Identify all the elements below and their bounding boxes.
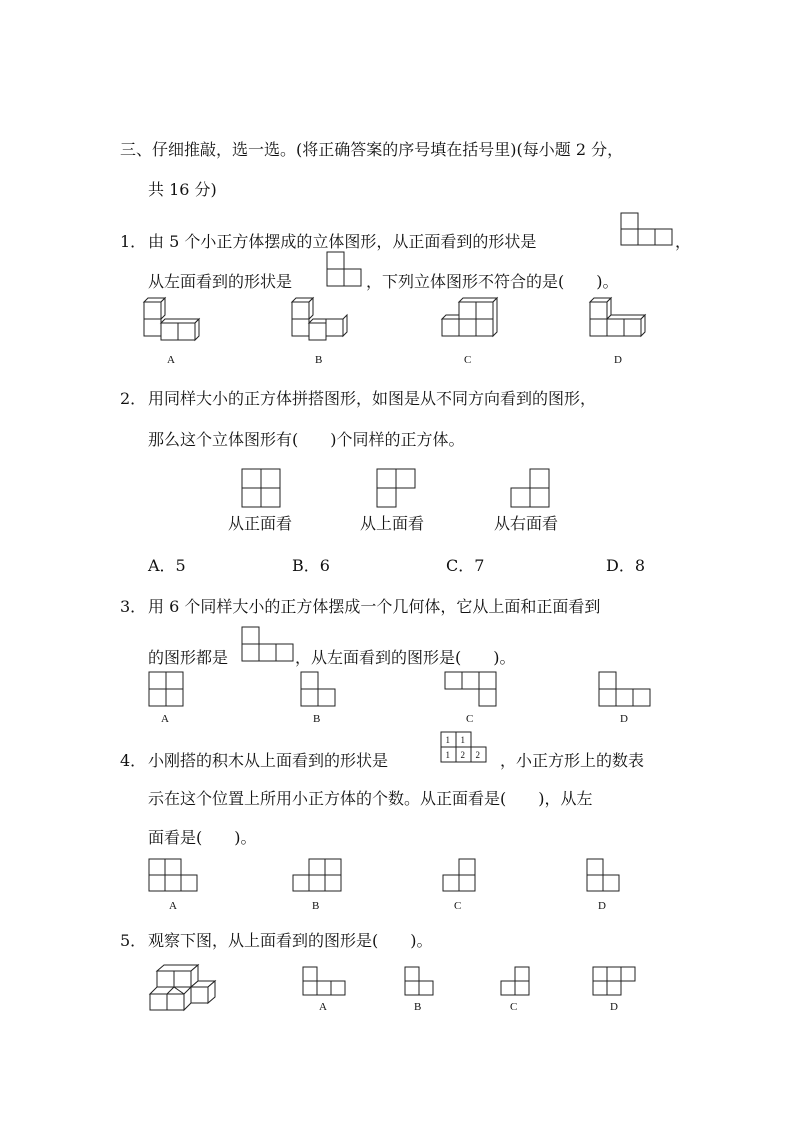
q3-option-c-figure	[444, 671, 500, 709]
grid-number: 1	[445, 735, 450, 745]
q1-comma: ，	[675, 232, 692, 251]
q1-option-b-solid	[288, 298, 354, 346]
q3-option-b-label: B	[313, 713, 321, 725]
q2-right-view-figure	[510, 468, 552, 508]
q4-option-d-label: D	[598, 900, 606, 912]
q2-view-label-top: 从上面看	[360, 514, 425, 533]
q4-option-a-label: A	[169, 900, 177, 912]
q5-option-d-figure	[592, 966, 642, 996]
q1-number: 1．	[120, 232, 147, 251]
q4-number: 4．	[120, 751, 147, 770]
section-title: 三、仔细推敲，选一选。(将正确答案的序号填在括号里)(每小题 2 分，	[120, 140, 624, 159]
q3-view-figure	[241, 626, 297, 662]
grid-number: 2	[460, 750, 465, 760]
q4-text-line1a: 小刚搭的积木从上面看到的形状是	[148, 751, 389, 770]
q3-number: 3．	[120, 597, 147, 616]
grid-number: 1	[445, 750, 450, 760]
q4-text-line2: 示在这个位置上所用小正方体的个数。从正面看是( )，从左	[148, 789, 593, 808]
q1-front-view-figure	[620, 212, 676, 246]
q2-text-line2: 那么这个立体图形有( )个同样的正方体。	[148, 430, 465, 449]
q5-text-line1: 观察下图，从上面看到的图形是( )。	[148, 931, 433, 950]
section-title-cont: 共 16 分)	[148, 180, 217, 199]
q5-option-c-figure	[500, 966, 534, 996]
q5-option-a-figure	[302, 966, 352, 996]
q1-text-line2: 从左面看到的形状是	[148, 272, 293, 291]
q1-option-c-solid	[438, 298, 504, 346]
q3-option-d-figure	[598, 671, 654, 709]
q4-text-line1b: ，小正方形上的数表	[500, 751, 645, 770]
q3-option-c-label: C	[466, 713, 474, 725]
q4-option-b-label: B	[312, 900, 320, 912]
q2-view-label-front: 从正面看	[228, 514, 293, 533]
q3-text-line2b: ，从左面看到的图形是( )。	[295, 648, 516, 667]
q3-option-a-figure	[148, 671, 188, 709]
q2-answer-d: D．8	[606, 556, 646, 575]
q1-option-c-label: C	[464, 354, 472, 366]
q4-option-b-figure	[292, 858, 344, 892]
q2-text-line1: 用同样大小的正方体拼搭图形，如图是从不同方向看到的图形，	[148, 389, 597, 408]
q4-top-view-number-grid	[440, 731, 496, 767]
q4-option-d-figure	[586, 858, 622, 892]
q2-number: 2．	[120, 389, 147, 408]
grid-number: 2	[475, 750, 480, 760]
q4-option-c-label: C	[454, 900, 462, 912]
q1-option-d-solid	[586, 298, 652, 346]
q5-option-c-label: C	[510, 1001, 518, 1013]
q1-option-a-solid	[140, 298, 206, 346]
q3-option-b-figure	[300, 671, 340, 709]
q2-top-view-figure	[376, 468, 418, 508]
q1-option-b-label: B	[315, 354, 323, 366]
q1-option-d-label: D	[614, 354, 622, 366]
q4-option-c-figure	[442, 858, 478, 892]
q2-answer-b: B．6	[292, 556, 330, 575]
q2-view-label-right: 从右面看	[494, 514, 559, 533]
q1-option-a-label: A	[167, 354, 175, 366]
q5-option-b-label: B	[414, 1001, 422, 1013]
q5-option-d-label: D	[610, 1001, 618, 1013]
grid-number: 1	[460, 735, 465, 745]
q2-answer-a: A．5	[148, 556, 186, 575]
q3-text-line2a: 的图形都是	[148, 648, 229, 667]
q2-answer-c: C．7	[446, 556, 485, 575]
q3-option-d-label: D	[620, 713, 628, 725]
q5-option-a-label: A	[319, 1001, 327, 1013]
q2-front-view-figure	[241, 468, 283, 508]
q5-solid-figure	[148, 962, 218, 1014]
q1-text-line2b: ，下列立体图形不符合的是( )。	[366, 272, 619, 291]
q3-option-a-label: A	[161, 713, 169, 725]
q1-text-line1: 由 5 个小正方体摆成的立体图形，从正面看到的形状是	[148, 232, 537, 251]
q3-text-line1: 用 6 个同样大小的正方体摆成一个几何体，它从上面和正面看到	[148, 597, 601, 616]
q5-number: 5．	[120, 931, 147, 950]
q4-option-a-figure	[148, 858, 200, 892]
q5-option-b-figure	[404, 966, 438, 996]
q1-left-view-figure	[326, 251, 366, 287]
q4-text-line3: 面看是( )。	[148, 828, 257, 847]
